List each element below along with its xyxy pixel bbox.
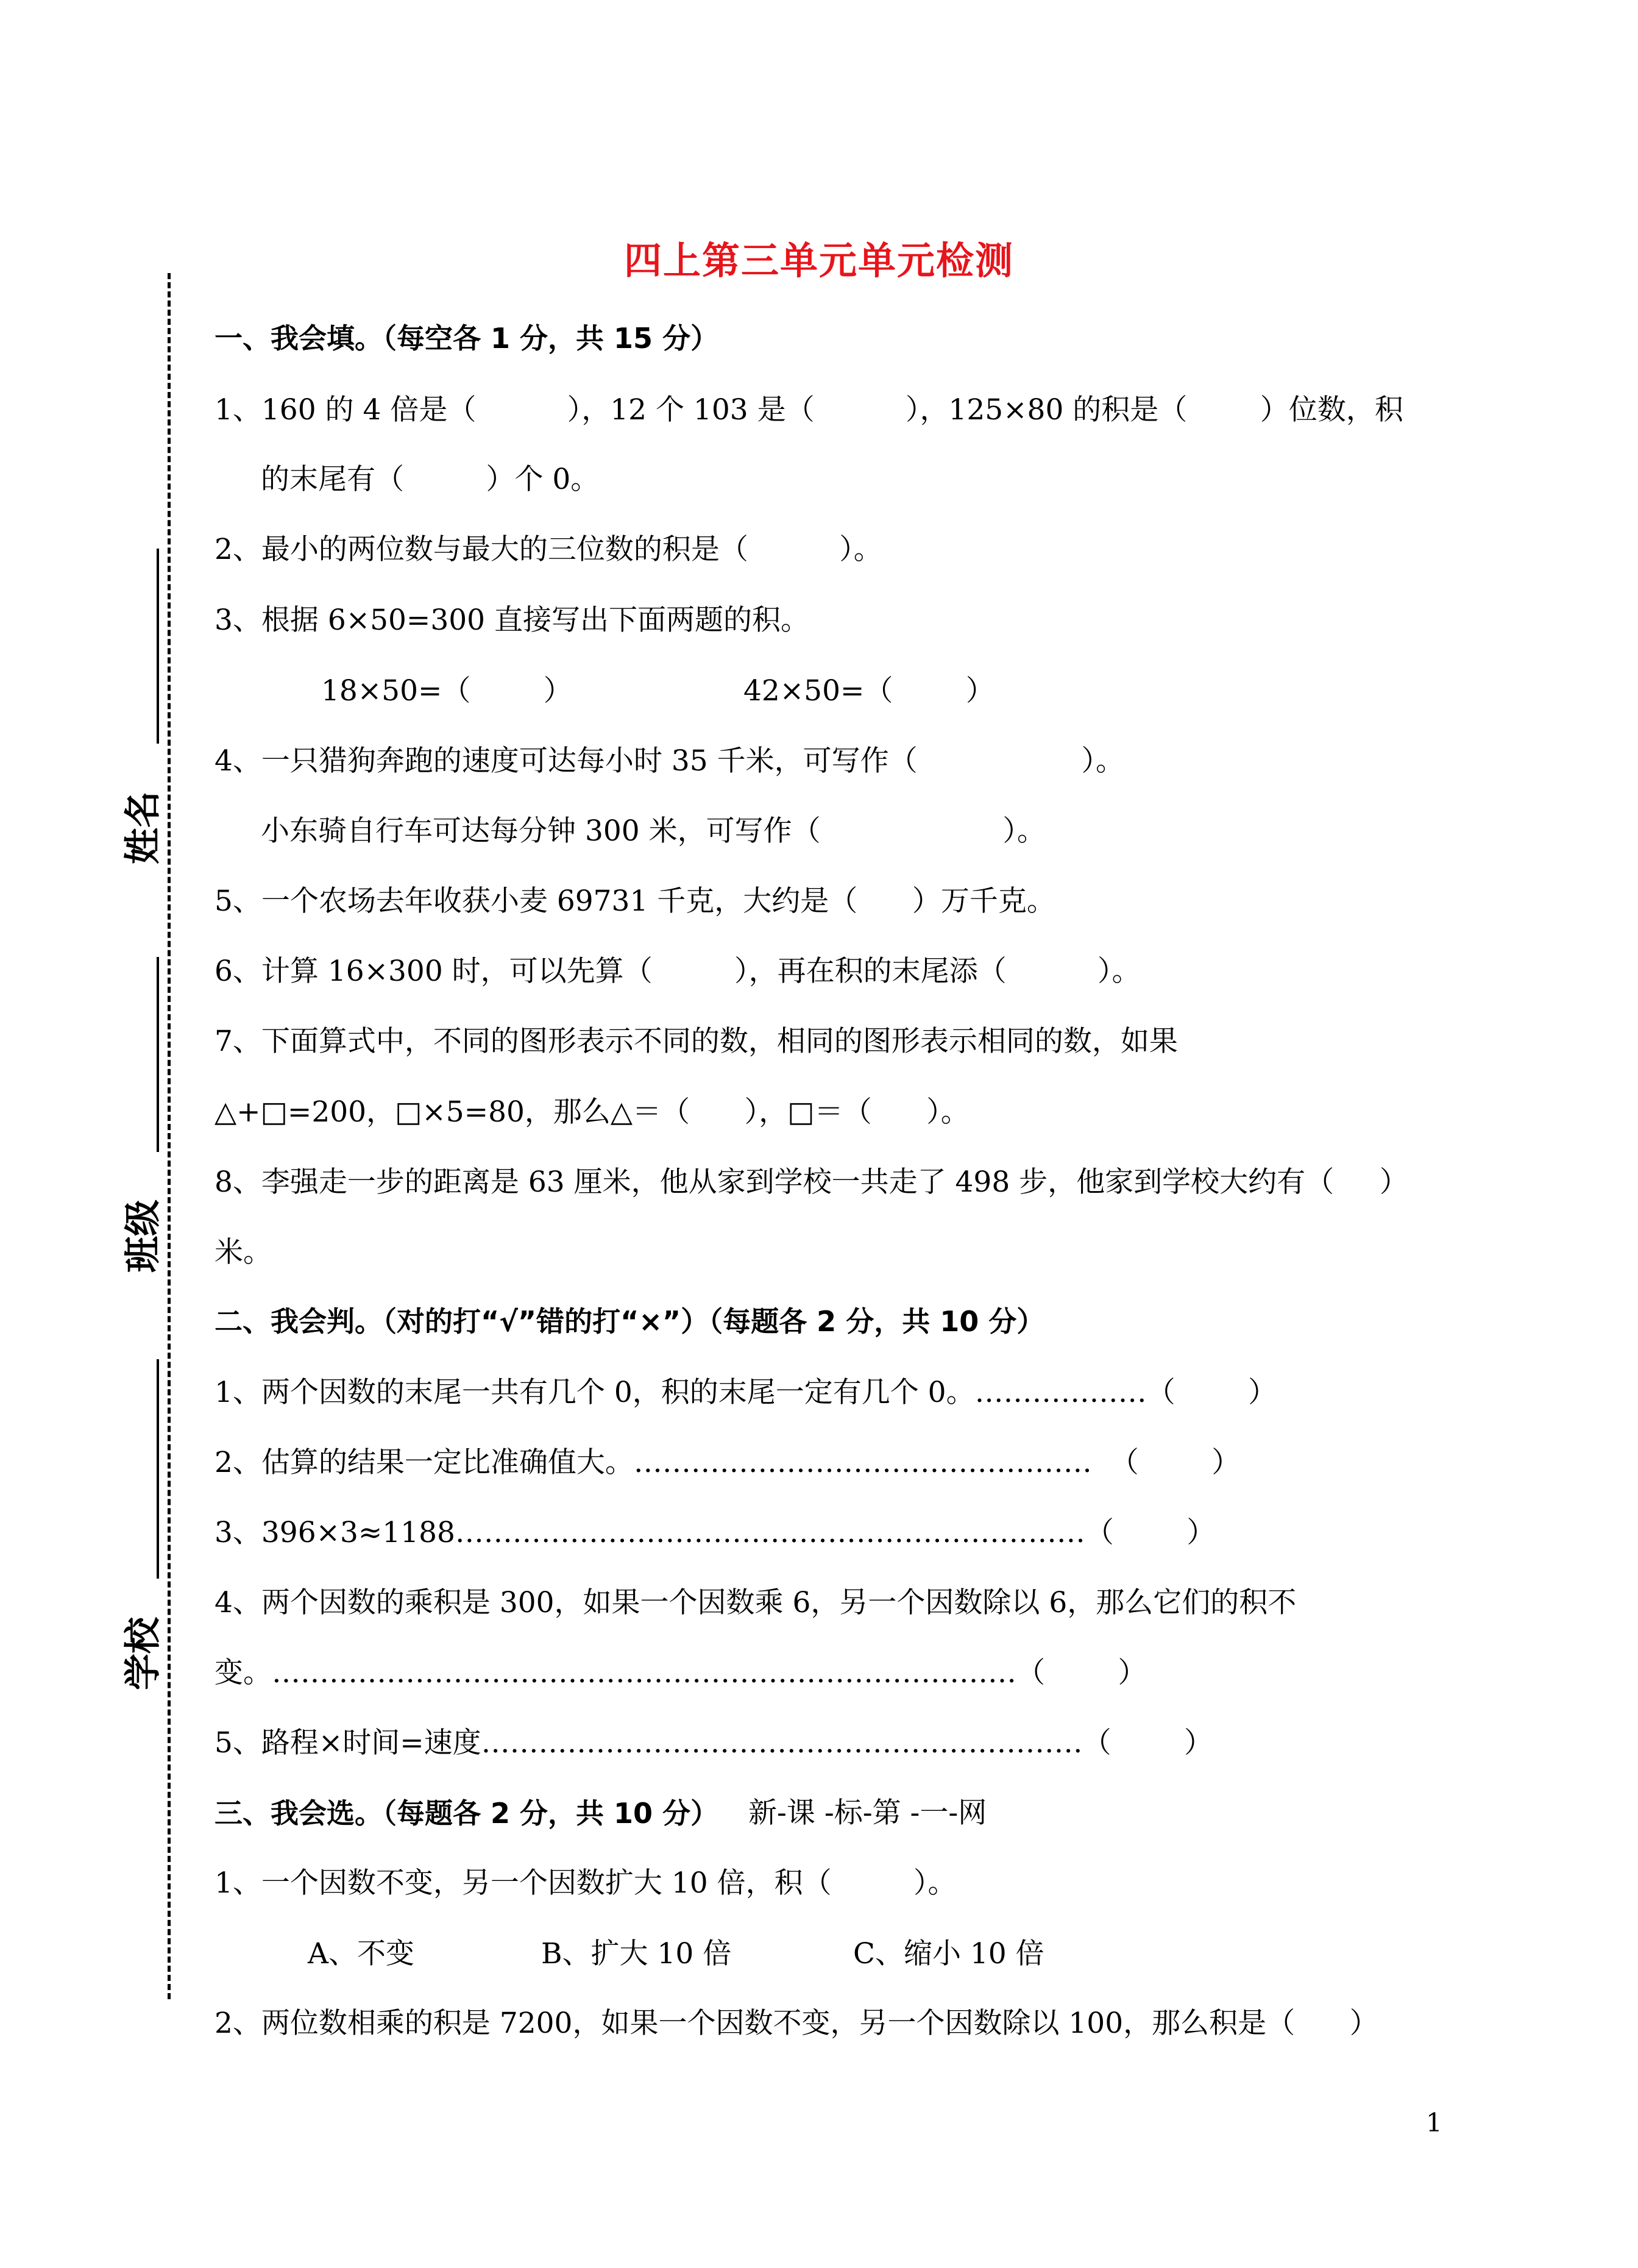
question-2-5: 5、路程×时间=速度………………………………………………………（ ） <box>214 1726 1213 1760</box>
option-c: C、缩小 10 倍 <box>853 1937 1044 1971</box>
name-label: 姓名 <box>122 791 165 864</box>
question-1-3-a: 18×50=（ ） <box>321 674 572 708</box>
class-label: 班级 <box>122 1200 165 1273</box>
question-1-1: 1、160 的 4 倍是（ ），12 个 103 是（ ），125×80 的积是（ ）位数，积 <box>214 393 1403 427</box>
question-1-4-b: 小东骑自行车可达每分钟 300 米，可写作（ ）。 <box>261 814 1046 848</box>
question-1-5: 5、一个农场去年收获小麦 69731 千克，大约是（ ）万千克。 <box>214 884 1055 918</box>
question-1-8: 8、李强走一步的距离是 63 厘米，他从家到学校一共走了 498 步，他家到学校大约有（ ） <box>214 1165 1408 1199</box>
question-1-2: 2、最小的两位数与最大的三位数的积是（ ）。 <box>214 533 882 566</box>
question-2-4: 4、两个因数的乘积是 300，如果一个因数乘 6，另一个因数除以 6，那么它们的积不 <box>214 1586 1297 1619</box>
section-1-heading: 一、我会填。（每空各 1 分，共 15 分） <box>214 322 719 355</box>
question-3-2: 2、两位数相乘的积是 7200，如果一个因数不变，另一个因数除以 100，那么积是（ ） <box>214 2007 1378 2040</box>
question-1-3-b: 42×50=（ ） <box>743 674 994 708</box>
option-b: B、扩大 10 倍 <box>541 1937 732 1971</box>
name-underline <box>157 549 159 744</box>
question-3-1: 1、一个因数不变，另一个因数扩大 10 倍，积（ ）。 <box>214 1866 957 1900</box>
section-3-heading: 三、我会选。（每题各 2 分，共 10 分） <box>214 1797 719 1830</box>
class-field <box>107 1158 174 1304</box>
class-underline <box>157 957 159 1152</box>
name-field <box>107 750 174 896</box>
question-1-7: 7、下面算式中，不同的图形表示不同的数，相同的图形表示相同的数，如果 <box>214 1025 1178 1058</box>
question-1-4: 4、一只猎狗奔跑的速度可达每小时 35 千米，可写作（ ）。 <box>214 744 1125 778</box>
watermark-text: 新-课 -标-第 -一-网 <box>748 1796 987 1830</box>
question-1-8-cont: 米。 <box>214 1235 272 1269</box>
question-2-2: 2、估算的结果一定比准确值大。………………………………………… （ ） <box>214 1446 1241 1479</box>
section-2-heading: 二、我会判。（对的打“√”错的打“×”）（每题各 2 分，共 10 分） <box>214 1305 1045 1338</box>
question-2-4-cont: 变。……………………………………………………………………（ ） <box>214 1656 1147 1690</box>
school-field <box>107 1585 174 1731</box>
question-1-6: 6、计算 16×300 时，可以先算（ ），再在积的末尾添（ ）。 <box>214 954 1141 988</box>
option-a: A、不变 <box>308 1937 414 1971</box>
page-title: 四上第三单元单元检测 <box>623 238 1014 283</box>
question-2-3: 3、396×3≈1188…………………………………………………………（ ） <box>214 1516 1216 1549</box>
binding-dashed-line <box>168 273 171 1999</box>
school-underline <box>157 1359 159 1579</box>
school-label: 学校 <box>122 1617 165 1690</box>
page-number: 1 <box>1426 2108 1442 2138</box>
question-2-1: 1、两个因数的末尾一共有几个 0，积的末尾一定有几个 0。………………（ ） <box>214 1376 1277 1409</box>
question-1-3: 3、根据 6×50=300 直接写出下面两题的积。 <box>214 603 809 637</box>
question-1-7-cont: △+□=200，□×5=80，那么△＝（ ），□＝（ ）。 <box>214 1095 970 1129</box>
question-1-1-cont: 的末尾有（ ）个 0。 <box>261 463 600 496</box>
